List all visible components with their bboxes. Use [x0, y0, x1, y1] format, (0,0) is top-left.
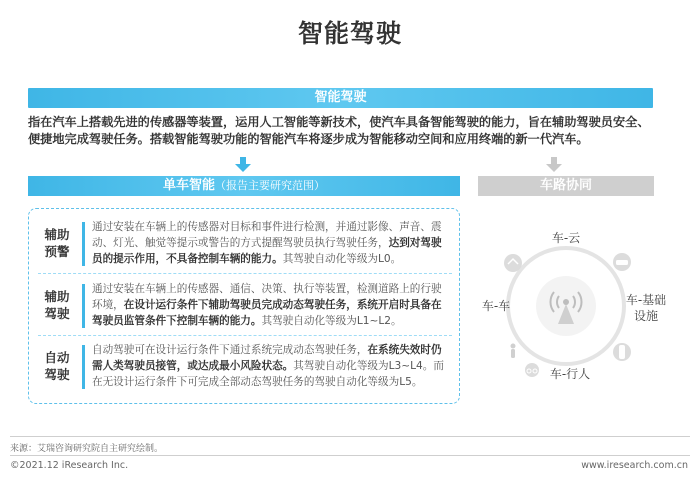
car-icon — [613, 253, 631, 271]
node-label-cloud: 车-云 — [551, 231, 581, 245]
vehicle-road-banner: 车路协同 — [478, 176, 654, 196]
down-arrow-icon — [235, 164, 251, 172]
level-desc-bold: 在设计运行条件下辅助驾驶员完成动态驾驶任务，系统开启时具备在驾驶员监管条件下控制车辆的能力。 — [92, 299, 442, 327]
level-label-line: 自动 — [44, 350, 70, 365]
level-label-line: 驾驶 — [44, 367, 70, 382]
pedestrian-icon — [511, 344, 516, 359]
copyright: ©2021.12 iResearch Inc. — [10, 460, 129, 471]
level-label-line: 辅助 — [44, 289, 70, 304]
source-note: 来源：艾瑞咨询研究院自主研究绘制。 — [10, 444, 164, 454]
bicycle-icon — [525, 363, 539, 377]
level-label-assist — [38, 288, 76, 322]
level-desc-tail: 其驾驶自动化等级为L1~L2。 — [261, 315, 402, 327]
level-label-warning — [38, 226, 76, 260]
down-arrow-icon — [546, 164, 562, 172]
level-desc-bold: 在系统失效时仍需人类驾驶员接管，或达成最小风险状态。 — [92, 344, 442, 372]
level-label-line: 预警 — [44, 244, 70, 259]
level-desc-autonomous — [92, 342, 452, 390]
level-label-line: 驾驶 — [44, 306, 70, 321]
single-vehicle-banner — [28, 176, 460, 196]
footer-divider — [10, 455, 690, 456]
node-label-pedestrian: 车-行人 — [549, 367, 591, 381]
level-desc-assist — [92, 281, 452, 329]
cloud-icon — [504, 254, 522, 272]
node-label-vehicle: 车-车 — [481, 299, 511, 313]
level-accent-bar — [82, 284, 85, 328]
node-label-infrastructure-1: 车-基础 — [625, 293, 666, 307]
traffic-light-icon — [613, 343, 631, 361]
level-desc-normal: 通过安装在车辆上的传感器、通信、决策、执行等装置，检测道路上的行驶环境， — [92, 283, 442, 311]
level-label-autonomous — [38, 349, 76, 383]
level-accent-bar — [82, 222, 85, 266]
page-title: 智能驾驶 — [297, 19, 402, 48]
definition-banner: 智能驾驶 — [28, 88, 653, 108]
level-desc-normal: 通过安装在车辆上的传感器对目标和事件进行检测，并通过影像、声音、震动、灯光、触觉等提示或警告的方式提醒驾驶员执行驾驶任务， — [92, 221, 442, 249]
website-url: www.iresearch.com.cn — [581, 460, 688, 471]
single-vehicle-title: 单车智能 — [162, 178, 215, 193]
single-vehicle-note: （报告主要研究范围） — [215, 179, 325, 192]
level-label-line: 辅助 — [44, 227, 70, 242]
definition-text: 指在汽车上搭载先进的传感器等装置，运用人工智能等新技术，使汽车具备智能驾驶的能力，旨在辅助驾驶员安全、便捷地完成驾驶任务。搭载智能驾驶功能的智能汽车将逐步成为智能移动空间和应用终端的新一代汽车。 — [28, 115, 650, 146]
level-desc-tail: 其驾驶自动化等级为L3~L4。而在无设计运行条件下可完成全部动态驾驶任务的驾驶自动化等级为L5。 — [92, 360, 444, 388]
vehicle-road-diagram — [470, 212, 666, 400]
footer-divider — [10, 436, 690, 437]
level-desc-bold: 达到对驾驶员的提示作用，不具备控制车辆的能力。 — [92, 237, 442, 265]
level-desc-normal: 自动驾驶可在设计运行条件下通过系统完成动态驾驶任务， — [92, 344, 368, 356]
level-desc-warning — [92, 219, 452, 267]
level-divider — [38, 335, 452, 336]
level-accent-bar — [82, 345, 85, 389]
node-label-infrastructure-2: 设施 — [633, 309, 659, 323]
level-desc-tail: 其驾驶自动化等级为L0。 — [282, 253, 402, 265]
level-divider — [38, 273, 452, 274]
